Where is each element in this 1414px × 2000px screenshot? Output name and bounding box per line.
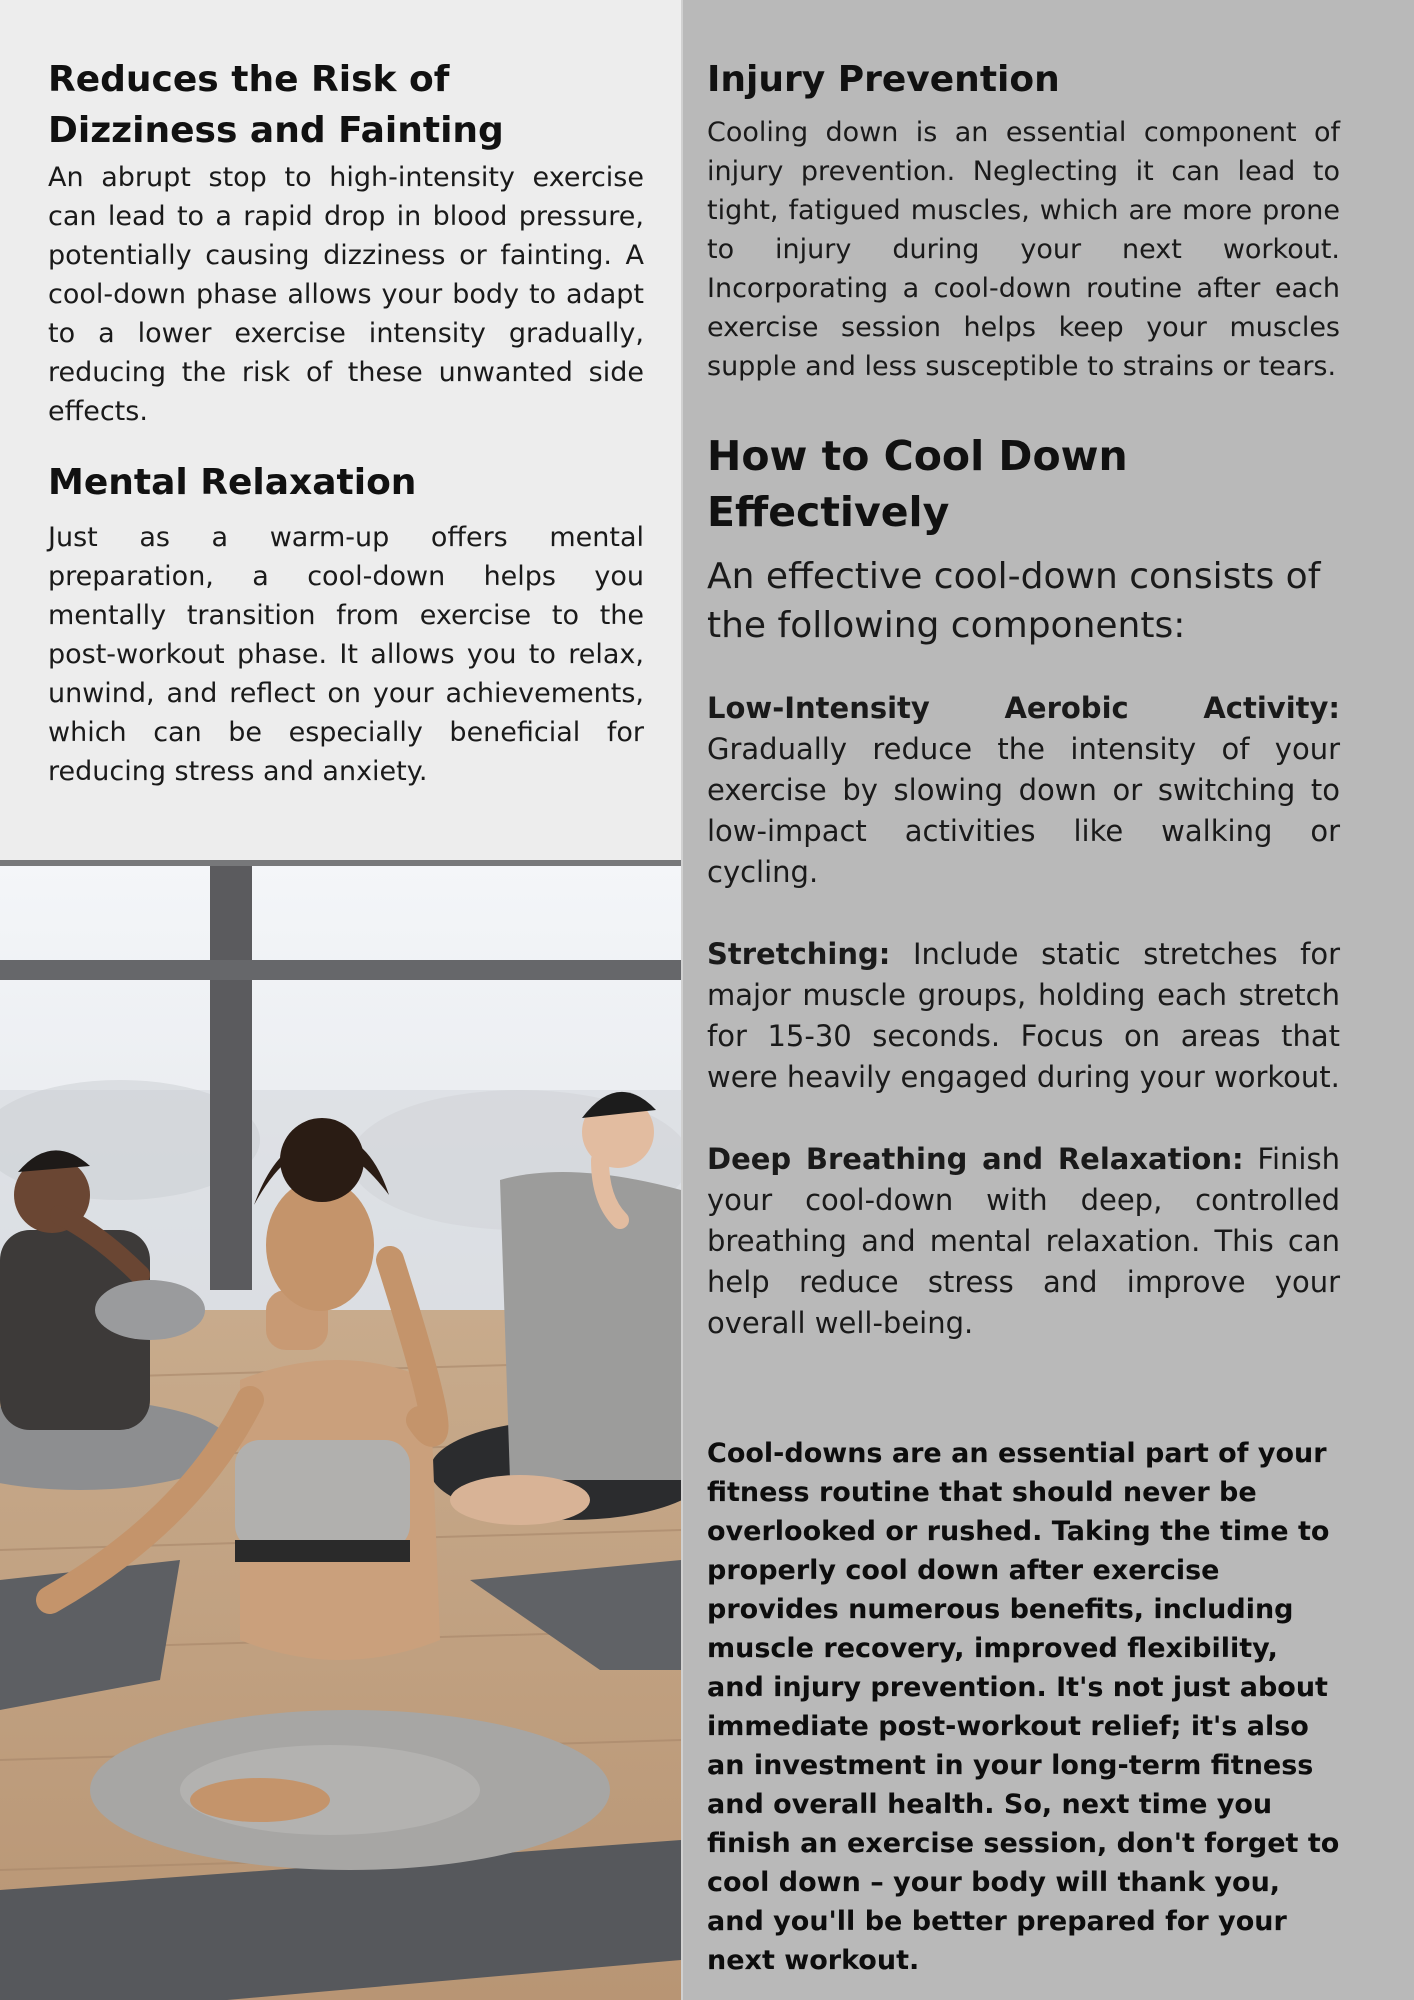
left-text-panel — [0, 0, 681, 860]
step-stretching-text: Include static stretches for major muscle groups, holding each stretch for 15-30 seconds. Focus on areas that were heavily engaged during your workout. — [707, 937, 1340, 1094]
step-aerobic — [707, 688, 1340, 893]
step-stretching-title: Stretching: — [707, 937, 891, 971]
how-to-cool-down-heading: How to Cool Down Effectively — [707, 432, 1128, 536]
injury-prevention-heading: Injury Prevention — [707, 59, 1060, 100]
step-aerobic-title: Low-Intensity Aerobic Activity: — [707, 691, 1340, 725]
right-column-content — [707, 54, 1340, 1980]
step-stretching — [707, 934, 1340, 1098]
mental-relaxation-heading: Mental Relaxation — [48, 462, 417, 503]
yoga-class-photo — [0, 860, 681, 2000]
step-breathing — [707, 1139, 1340, 1344]
how-to-cool-down-lead: An effective cool-down consists of the following components: — [707, 556, 1321, 646]
step-breathing-title: Deep Breathing and Relaxation: — [707, 1142, 1244, 1176]
step-breathing-text: Finish your cool-down with deep, controlled breathing and mental relaxation. This can help reduce stress and improve your overall well-being. — [707, 1142, 1340, 1340]
dizziness-heading: Reduces the Risk of Dizziness and Fainting — [48, 59, 504, 151]
conclusion-paragraph: Cool-downs are an essential part of your fitness routine that should never be overlooked or rushed. Taking the time to properly cool down after exercise provides numerous benefits, including muscle recovery, improved flexibility, and injury prevention. It's not just about immediate post-workout relief; it's also an investment in your long-term fitness and overall health. So, next time you finish an exercise session, don't forget to cool down – your body will thank you, and you'll be better prepared for your next workout. — [707, 1438, 1340, 1976]
mental-relaxation-section — [48, 457, 644, 791]
injury-prevention-body: Cooling down is an essential component of injury prevention. Neglecting it can lead to tight, fatigued muscles, which are more prone to injury during your next workout. Incorporating a cool-down routine after each exercise session helps keep your muscles supple and less susceptible to strains or tears. — [707, 117, 1340, 382]
dizziness-section — [48, 54, 644, 431]
step-aerobic-text: Gradually reduce the intensity of your exercise by slowing down or switching to low-impact activities like walking or cycling. — [707, 732, 1340, 889]
dizziness-body: An abrupt stop to high-intensity exercise can lead to a rapid drop in blood pressure, potentially causing dizziness or fainting. A cool-down phase allows your body to adapt to a lower exercise intensity gradually, reducing the risk of these unwanted side effects. — [48, 162, 644, 427]
mental-relaxation-body: Just as a warm-up offers mental preparation, a cool-down helps you mentally transition from exercise to the post-workout phase. It allows you to relax, unwind, and reflect on your achievements, which can be especially beneficial for reducing stress and anxiety. — [48, 522, 644, 787]
column-divider — [681, 0, 683, 2000]
injury-prevention-section — [707, 54, 1340, 386]
left-column-content — [48, 54, 644, 813]
